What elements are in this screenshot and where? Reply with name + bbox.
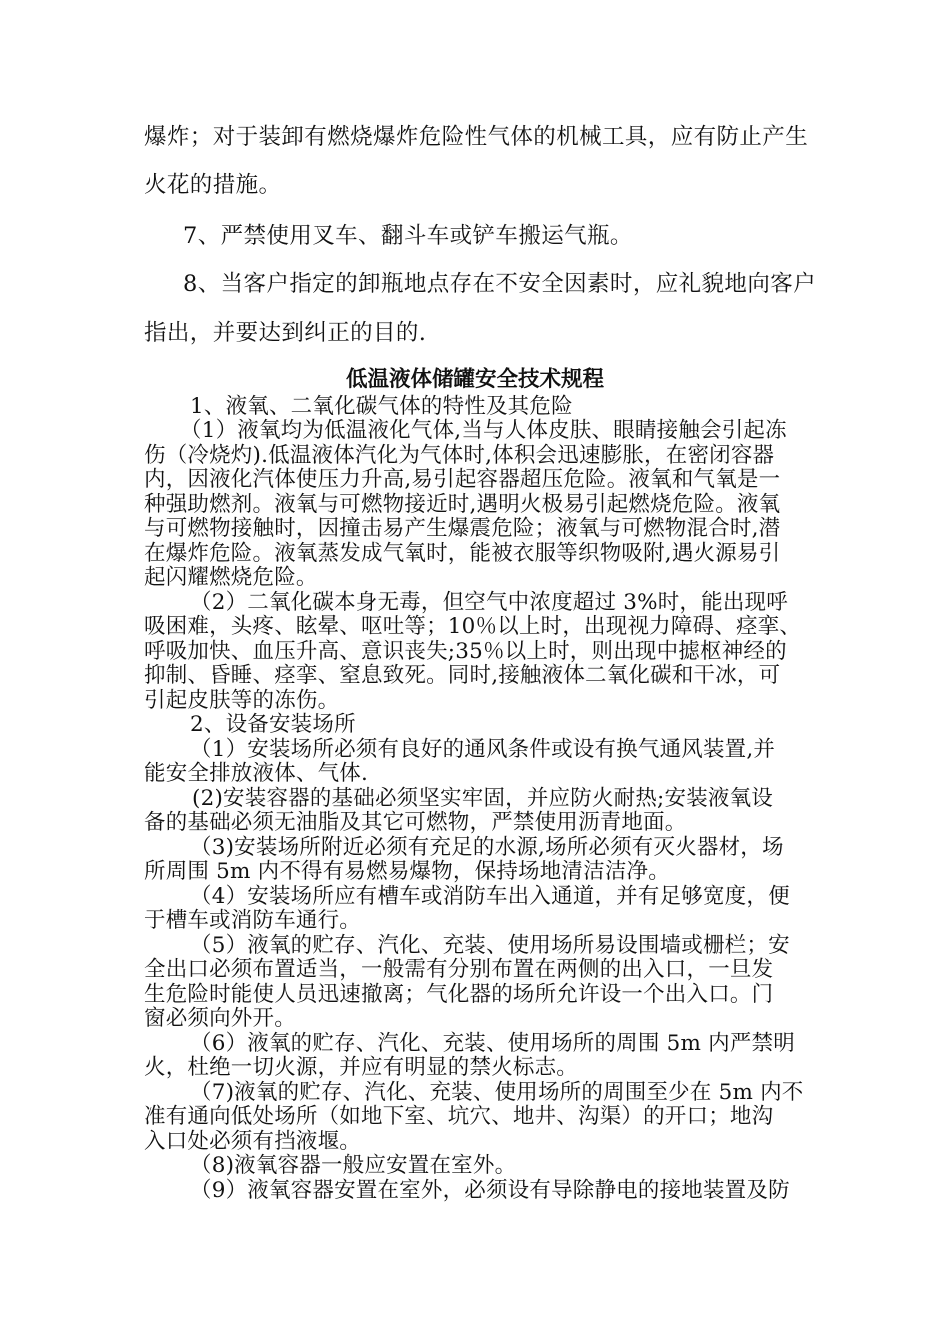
paragraph-line: 伤（冷烧灼).低温液体汽化为气体时,体积会迅速膨胀，在密闭容器 — [144, 443, 775, 468]
section-title: 低温液体储罐安全技术规程 — [345, 367, 604, 392]
paragraph-line: （6）液氧的贮存、汽化、充装、使用场所的周围 5m 内严禁明 — [190, 1031, 795, 1056]
paragraph-line: 生危险时能使人员迅速撤离；气化器的场所允许设一个出入口。门 — [144, 982, 774, 1007]
paragraph-line: 入口处必须有挡液堰。 — [144, 1129, 362, 1154]
paragraph-line: 8、当客户指定的卸瓶地点存在不安全因素时，应礼貌地向客户 — [183, 271, 817, 297]
paragraph-line: 种强助燃剂。液氧与可燃物接近时,遇明火极易引起燃烧危险。液氧 — [144, 492, 781, 517]
paragraph-line: （3)安装场所附近必须有充足的水源,场所必须有灭火器材，场 — [190, 835, 784, 860]
heading-line: 1、液氧、二氧化碳气体的特性及其危险 — [190, 394, 573, 419]
paragraph-line: 7、严禁使用叉车、翻斗车或铲车搬运气瓶。 — [183, 223, 633, 249]
paragraph-line: （5）液氧的贮存、汽化、充装、使用场所易设围墙或栅栏；安 — [190, 933, 790, 958]
paragraph-line: 火，杜绝一切火源，并应有明显的禁火标志。 — [144, 1055, 579, 1080]
paragraph-line: （1）安装场所必须有良好的通风条件或设有换气通风装置,并 — [190, 737, 776, 762]
paragraph-line: 于槽车或消防车通行。 — [144, 908, 362, 933]
paragraph-line: 呼吸加快、血压升高、意识丧失;35％以上时，则出现中摅枢神经的 — [144, 639, 787, 664]
paragraph-line: （9）液氧容器安置在室外，必须设有导除静电的接地装置及防 — [190, 1178, 790, 1203]
paragraph-line: 爆炸；对于装卸有燃烧爆炸危险性气体的机械工具，应有防止产生 — [144, 124, 809, 150]
paragraph-line: 引起皮肤等的冻伤。 — [144, 688, 340, 713]
paragraph-line: 内，因液化汽体使压力升高,易引起容器超压危险。液氧和气氧是一 — [144, 467, 781, 492]
paragraph-line: （1）液氧均为低温液化气体,当与人体皮肤、眼睛接触会引起冻 — [180, 418, 787, 443]
paragraph-line: （8)液氧容器一般应安置在室外。 — [190, 1153, 517, 1178]
paragraph-line: 吸困难，头疼、眩晕、呕吐等；10％以上时，出现视力障碍、痉挛、 — [144, 614, 802, 639]
paragraph-line: 窗必须向外开。 — [144, 1006, 296, 1031]
paragraph-line: （2）二氧化碳本身无毒，但空气中浓度超过 3%时，能出现呼 — [190, 590, 788, 615]
paragraph-line: 全出口必须布置适当，一般需有分别布置在两侧的出入口，一旦发 — [144, 957, 774, 982]
paragraph-line: (2)安装容器的基础必须坚实牢固，并应防火耐热;安装液氧设 — [192, 786, 774, 811]
paragraph-line: 能安全排放液体、气体. — [144, 761, 369, 786]
paragraph-line: 与可燃物接触时，因撞击易产生爆震危险；液氧与可燃物混合时,潜 — [144, 516, 781, 541]
paragraph-line: 备的基础必须无油脂及其它可燃物，严禁使用沥青地面。 — [144, 810, 687, 835]
paragraph-line: 抑制、昏睡、痉挛、窒息致死。同时,接触液体二氧化碳和干冰，可 — [144, 663, 781, 688]
paragraph-line: （4）安装场所应有槽车或消防车出入通道，并有足够宽度，便 — [190, 884, 790, 909]
paragraph-line: 指出，并要达到纠正的目的. — [144, 320, 427, 346]
paragraph-line: 在爆炸危险。液氧蒸发成气氧时，能被衣服等织物吸附,遇火源易引 — [144, 541, 781, 566]
paragraph-line: （7)液氧的贮存、汽化、充装、使用场所的周围至少在 5m 内不 — [190, 1080, 804, 1105]
paragraph-line: 起闪耀燃烧危险。 — [144, 565, 318, 590]
paragraph-line: 准有通向低处场所（如地下室、坑穴、地井、沟渠）的开口；地沟 — [144, 1104, 774, 1129]
paragraph-line: 火花的措施。 — [144, 172, 282, 198]
paragraph-line: 所周围 5m 内不得有易燃易爆物，保持场地清洁洁净。 — [144, 859, 670, 884]
heading-line: 2、设备安装场所 — [190, 712, 356, 737]
